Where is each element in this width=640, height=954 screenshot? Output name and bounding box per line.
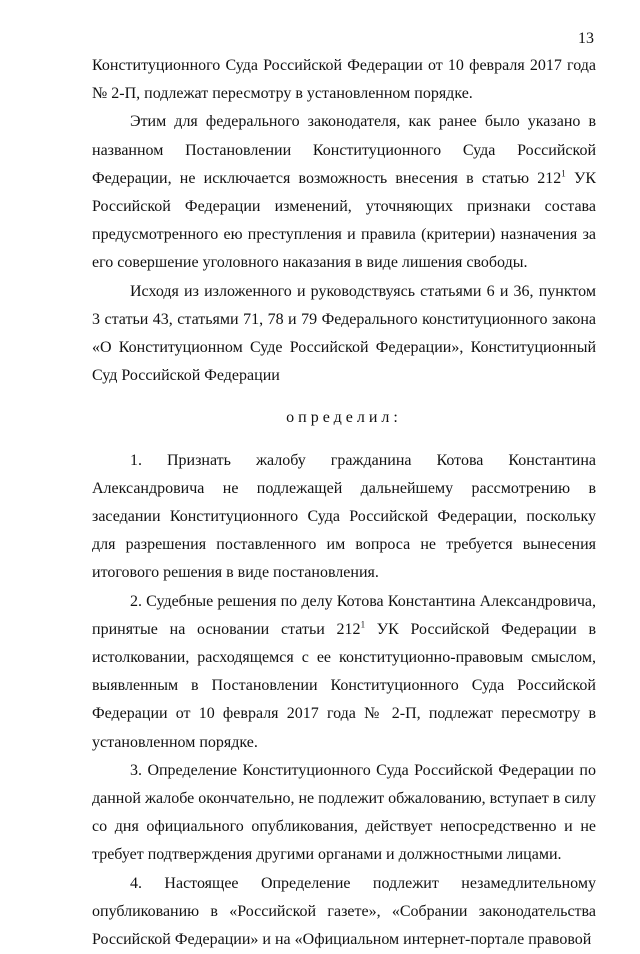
- decision-item-2-text-end: УК Российской Федерации в истолковании, расходящемся с ее конституционно-правовым смыслом, выявленным в Постановлении Конституционного Суда Российской Федерации от 10 февраля 2017 года № 2-П, подлежат пересмотру в установленном порядке.: [92, 620, 597, 751]
- page-number: 13: [578, 30, 594, 47]
- decision-item-4: 4. Настоящее Определение подлежит незамедлительному опубликованию в «Российской газете», «Собрании законодательства Российской Федерации» и на «Официальном интернет-портале правовой: [92, 874, 596, 949]
- decision-item-2-text-start: 2. Судебные решения по делу Котова Константина Александровича, принятые на основании статьи 212: [92, 592, 596, 638]
- paragraph-legislator-text-start: Этим для федерального законодателя, как ранее было указано в названном Постановлении Конституционного Суда Российской Федерации, не исключается возможность внесения в статью 212: [92, 113, 596, 187]
- decision-item-2: [92, 588, 596, 757]
- paragraph-continuation: Конституционного Суда Российской Федерации от 10 февраля 2017 года № 2-П, подлежат пересмотру в установленном порядке.: [92, 57, 596, 103]
- article-superscript: 1: [561, 168, 566, 179]
- decision-item-1: 1. Признать жалобу гражданина Котова Константина Александровича не подлежащей дальнейшему рассмотрению в заседании Конституционного Суда Российской Федерации, поскольку для разрешения поставленного им вопроса не требуется вынесения итогового решения в виде постановления.: [92, 451, 596, 582]
- document-body: [92, 52, 596, 954]
- paragraph-grounds: Исходя из изложенного и руководствуясь статьями 6 и 36, пунктом 3 статьи 43, статьями 71, 78 и 79 Федерального конституционного закона «О Конституционном Суде Российской Федерации», Конституционный Суд Российской Федерации: [92, 282, 596, 385]
- paragraph-legislator-text-end: УК Российской Федерации изменений, уточняющих признаки состава предусмотренного ею преступления и правила (критерии) назначения за его совершение уголовного наказания в виде лишения свободы.: [92, 169, 597, 272]
- decision-item-3: 3. Определение Конституционного Суда Российской Федерации по данной жалобе окончательно, не подлежит обжалованию, вступает в силу со дня официального опубликования, действует непосредственно и не требует подтверждения другими органами и должностными лицами.: [92, 761, 596, 864]
- decision-heading: определил:: [286, 409, 402, 427]
- paragraph-legislator-note: [92, 108, 596, 277]
- article-superscript: 1: [360, 619, 366, 630]
